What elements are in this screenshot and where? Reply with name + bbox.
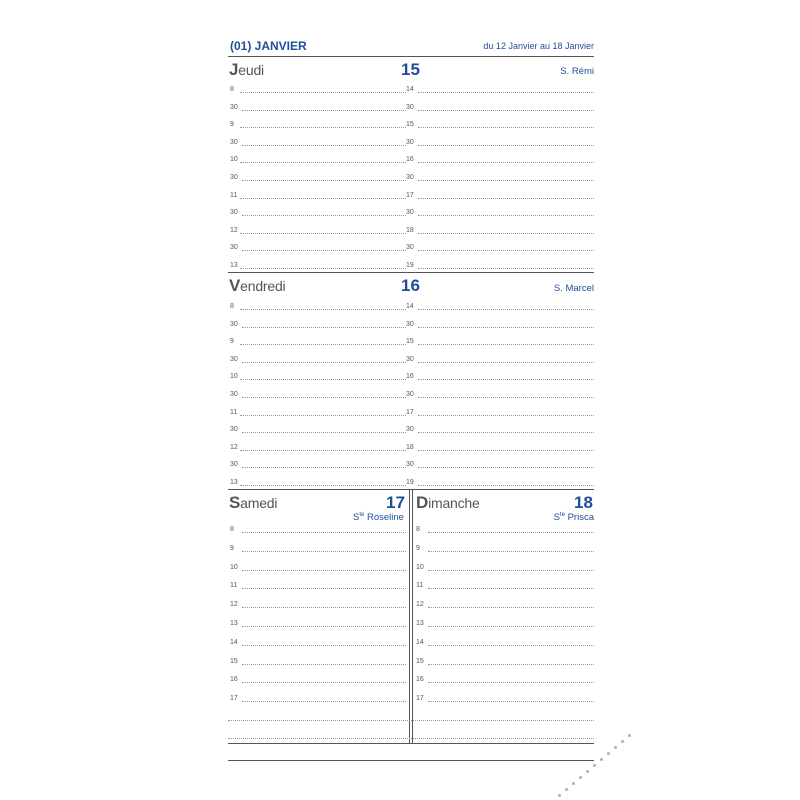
time-label: 13 bbox=[230, 620, 238, 627]
time-slot[interactable] bbox=[228, 155, 406, 166]
writing-line bbox=[418, 415, 594, 416]
time-label: 17 bbox=[406, 191, 414, 199]
bottom-rule bbox=[228, 760, 594, 761]
writing-line bbox=[240, 268, 406, 269]
time-label: 8 bbox=[230, 303, 234, 310]
writing-line bbox=[418, 309, 594, 310]
time-slot[interactable] bbox=[414, 675, 594, 686]
time-label: 30 bbox=[406, 461, 414, 469]
time-slot[interactable] bbox=[228, 544, 406, 555]
saint-name: $S^{te}$ Roseline bbox=[353, 512, 404, 524]
time-slot[interactable] bbox=[228, 372, 406, 383]
time-slot[interactable] bbox=[228, 675, 406, 686]
writing-line bbox=[242, 180, 406, 181]
writing-line bbox=[418, 485, 594, 486]
time-label: 12 bbox=[230, 226, 238, 234]
writing-line bbox=[428, 588, 594, 589]
time-label: 12 bbox=[230, 601, 238, 609]
time-slot[interactable] bbox=[414, 657, 594, 668]
writing-line bbox=[428, 645, 594, 646]
time-label: 14 bbox=[406, 303, 414, 310]
writing-line bbox=[242, 145, 406, 146]
time-slot[interactable] bbox=[228, 694, 406, 705]
writing-line bbox=[418, 432, 594, 433]
time-label: 30 bbox=[230, 138, 238, 146]
saint-name: $S^{te}$ Prisca bbox=[553, 512, 594, 524]
writing-line bbox=[240, 379, 406, 380]
time-label: 30 bbox=[230, 209, 238, 217]
day-name: Vendredi bbox=[229, 276, 286, 295]
time-label: 17 bbox=[406, 408, 414, 416]
time-slot[interactable] bbox=[404, 337, 594, 348]
writing-line bbox=[240, 233, 406, 234]
time-slot[interactable] bbox=[228, 355, 406, 366]
time-label: 14 bbox=[416, 638, 424, 646]
time-slot[interactable] bbox=[228, 173, 406, 184]
writing-line bbox=[418, 327, 594, 328]
time-label: 10 bbox=[230, 373, 238, 381]
writing-line bbox=[240, 127, 406, 128]
time-label: 30 bbox=[230, 244, 238, 252]
time-label: 15 bbox=[406, 338, 414, 346]
writing-line bbox=[242, 362, 406, 363]
time-label: 11 bbox=[416, 582, 424, 590]
time-label: 30 bbox=[406, 391, 414, 398]
writing-line bbox=[242, 397, 406, 398]
time-slot[interactable] bbox=[404, 355, 594, 366]
writing-line bbox=[242, 327, 406, 328]
time-label: 30 bbox=[406, 244, 414, 252]
time-label: 30 bbox=[230, 103, 238, 111]
time-slot[interactable] bbox=[228, 337, 406, 348]
time-label: 16 bbox=[406, 156, 414, 164]
writing-line bbox=[418, 180, 594, 181]
time-slot[interactable] bbox=[228, 208, 406, 219]
day-name: Jeudi bbox=[229, 60, 264, 79]
time-label: 19 bbox=[406, 479, 414, 486]
time-slot[interactable] bbox=[404, 408, 594, 419]
writing-line bbox=[418, 215, 594, 216]
saint-name: S. Rémi bbox=[560, 66, 594, 77]
day-number: 15 bbox=[401, 60, 420, 79]
day-name: Dimanche bbox=[416, 493, 480, 512]
writing-line bbox=[240, 344, 406, 345]
time-label: 30 bbox=[230, 355, 238, 363]
day-rule bbox=[228, 489, 594, 490]
time-slot[interactable] bbox=[228, 525, 406, 536]
time-slot[interactable] bbox=[404, 243, 594, 254]
writing-line bbox=[240, 92, 406, 93]
time-slot[interactable] bbox=[404, 320, 594, 331]
writing-line bbox=[240, 450, 406, 451]
time-label: 30 bbox=[406, 209, 414, 217]
writing-line bbox=[240, 198, 406, 199]
writing-line bbox=[242, 682, 406, 683]
weekend-divider-right bbox=[412, 489, 413, 743]
time-slot[interactable] bbox=[228, 138, 406, 149]
writing-line bbox=[240, 162, 406, 163]
time-label: 13 bbox=[230, 479, 238, 486]
writing-line bbox=[242, 250, 406, 251]
time-slot[interactable] bbox=[228, 619, 406, 630]
writing-line bbox=[242, 626, 406, 627]
time-slot[interactable] bbox=[404, 138, 594, 149]
note-line bbox=[228, 738, 594, 739]
time-label: 11 bbox=[230, 582, 238, 590]
weekend-divider-left bbox=[409, 489, 410, 743]
writing-line bbox=[242, 551, 406, 552]
time-slot[interactable] bbox=[228, 261, 406, 272]
writing-line bbox=[428, 532, 594, 533]
time-slot[interactable] bbox=[228, 638, 406, 649]
day-rule bbox=[228, 272, 594, 273]
time-label: 14 bbox=[230, 638, 238, 646]
writing-line bbox=[242, 570, 406, 571]
time-label: 30 bbox=[406, 174, 414, 181]
time-label: 13 bbox=[230, 262, 238, 269]
writing-line bbox=[418, 145, 594, 146]
time-slot[interactable] bbox=[228, 408, 406, 419]
time-label: 15 bbox=[230, 657, 238, 665]
time-label: 30 bbox=[230, 391, 238, 398]
writing-line bbox=[242, 664, 406, 665]
writing-line bbox=[428, 570, 594, 571]
time-slot[interactable] bbox=[404, 208, 594, 219]
time-slot[interactable] bbox=[414, 525, 594, 536]
notes-rule bbox=[228, 743, 594, 744]
time-slot[interactable] bbox=[404, 155, 594, 166]
time-slot[interactable] bbox=[228, 600, 406, 611]
time-label: 9 bbox=[230, 121, 234, 129]
time-label: 30 bbox=[406, 320, 414, 328]
time-slot[interactable] bbox=[228, 657, 406, 668]
time-slot[interactable] bbox=[228, 103, 406, 114]
writing-line bbox=[242, 432, 406, 433]
day-name: Samedi bbox=[229, 493, 278, 512]
time-slot[interactable] bbox=[404, 226, 594, 237]
writing-line bbox=[418, 233, 594, 234]
time-label: 16 bbox=[230, 676, 238, 684]
writing-line bbox=[242, 607, 406, 608]
time-label: 30 bbox=[230, 461, 238, 469]
time-label: 30 bbox=[406, 355, 414, 363]
time-slot[interactable] bbox=[404, 460, 594, 471]
time-slot[interactable] bbox=[228, 581, 406, 592]
time-label: 9 bbox=[230, 338, 234, 346]
time-slot[interactable] bbox=[414, 581, 594, 592]
day-number: 18 bbox=[574, 493, 593, 512]
time-slot[interactable] bbox=[228, 243, 406, 254]
writing-line bbox=[418, 268, 594, 269]
time-slot[interactable] bbox=[228, 226, 406, 237]
writing-line bbox=[418, 379, 594, 380]
time-label: 9 bbox=[230, 544, 234, 552]
writing-line bbox=[242, 215, 406, 216]
time-slot[interactable] bbox=[228, 478, 406, 489]
writing-line bbox=[428, 551, 594, 552]
time-label: 16 bbox=[406, 373, 414, 381]
writing-line bbox=[418, 450, 594, 451]
time-slot[interactable] bbox=[414, 694, 594, 705]
time-label: 30 bbox=[406, 103, 414, 111]
time-slot[interactable] bbox=[404, 425, 594, 436]
time-label: 16 bbox=[416, 676, 424, 684]
writing-line bbox=[418, 397, 594, 398]
time-slot[interactable] bbox=[228, 120, 406, 131]
time-label: 8 bbox=[416, 526, 420, 533]
time-label: 12 bbox=[230, 443, 238, 451]
writing-line bbox=[418, 162, 594, 163]
time-slot[interactable] bbox=[414, 638, 594, 649]
time-label: 18 bbox=[406, 226, 414, 234]
writing-line bbox=[428, 664, 594, 665]
writing-line bbox=[418, 250, 594, 251]
time-slot[interactable] bbox=[404, 85, 594, 96]
time-slot[interactable] bbox=[404, 478, 594, 489]
time-label: 30 bbox=[230, 426, 238, 434]
time-slot[interactable] bbox=[228, 460, 406, 471]
day-number: 16 bbox=[401, 276, 420, 295]
writing-line bbox=[240, 415, 406, 416]
time-slot[interactable] bbox=[404, 443, 594, 454]
header-rule bbox=[228, 56, 594, 57]
time-label: 11 bbox=[230, 191, 238, 199]
time-slot[interactable] bbox=[404, 103, 594, 114]
time-slot[interactable] bbox=[414, 619, 594, 630]
time-label: 8 bbox=[230, 86, 234, 93]
time-slot[interactable] bbox=[228, 443, 406, 454]
writing-line bbox=[418, 92, 594, 93]
time-label: 19 bbox=[406, 262, 414, 269]
time-label: 10 bbox=[416, 563, 424, 571]
writing-line bbox=[428, 626, 594, 627]
time-label: 18 bbox=[406, 443, 414, 451]
time-label: 17 bbox=[230, 695, 238, 703]
time-label: 10 bbox=[230, 563, 238, 571]
time-slot[interactable] bbox=[414, 563, 594, 574]
time-slot[interactable] bbox=[228, 563, 406, 574]
time-label: 17 bbox=[416, 695, 424, 703]
writing-line bbox=[242, 645, 406, 646]
time-slot[interactable] bbox=[414, 600, 594, 611]
week-header bbox=[228, 38, 594, 56]
time-label: 9 bbox=[416, 544, 420, 552]
time-slot[interactable] bbox=[404, 390, 594, 401]
writing-line bbox=[418, 362, 594, 363]
time-label: 30 bbox=[230, 174, 238, 181]
writing-line bbox=[240, 485, 406, 486]
day-number: 17 bbox=[386, 493, 405, 512]
time-label: 15 bbox=[406, 121, 414, 129]
time-slot[interactable] bbox=[404, 261, 594, 272]
time-slot[interactable] bbox=[404, 191, 594, 202]
writing-line bbox=[242, 701, 406, 702]
week-range: du 12 Janvier au 18 Janvier bbox=[483, 41, 594, 51]
time-label: 11 bbox=[230, 408, 238, 416]
time-label: 10 bbox=[230, 156, 238, 164]
month-title: (01) JANVIER bbox=[230, 39, 307, 53]
writing-line bbox=[242, 110, 406, 111]
time-slot[interactable] bbox=[228, 302, 406, 313]
time-label: 15 bbox=[416, 657, 424, 665]
writing-line bbox=[418, 344, 594, 345]
writing-line bbox=[428, 701, 594, 702]
time-slot[interactable] bbox=[404, 302, 594, 313]
note-line bbox=[228, 720, 594, 721]
writing-line bbox=[418, 110, 594, 111]
time-slot[interactable] bbox=[228, 85, 406, 96]
writing-line bbox=[242, 467, 406, 468]
time-label: 13 bbox=[416, 620, 424, 627]
time-slot[interactable] bbox=[404, 120, 594, 131]
time-label: 8 bbox=[230, 526, 234, 533]
time-slot[interactable] bbox=[414, 544, 594, 555]
time-slot[interactable] bbox=[228, 390, 406, 401]
time-slot[interactable] bbox=[404, 173, 594, 184]
time-label: 12 bbox=[416, 601, 424, 609]
time-slot[interactable] bbox=[228, 425, 406, 436]
writing-line bbox=[242, 532, 406, 533]
writing-line bbox=[418, 198, 594, 199]
time-label: 30 bbox=[406, 138, 414, 146]
writing-line bbox=[418, 467, 594, 468]
time-slot[interactable] bbox=[228, 320, 406, 331]
writing-line bbox=[418, 127, 594, 128]
time-slot[interactable] bbox=[228, 191, 406, 202]
writing-line bbox=[428, 607, 594, 608]
time-label: 14 bbox=[406, 86, 414, 93]
writing-line bbox=[428, 682, 594, 683]
writing-line bbox=[242, 588, 406, 589]
time-label: 30 bbox=[230, 320, 238, 328]
time-slot[interactable] bbox=[404, 372, 594, 383]
time-label: 30 bbox=[406, 426, 414, 434]
saint-name: S. Marcel bbox=[553, 283, 594, 294]
writing-line bbox=[240, 309, 406, 310]
